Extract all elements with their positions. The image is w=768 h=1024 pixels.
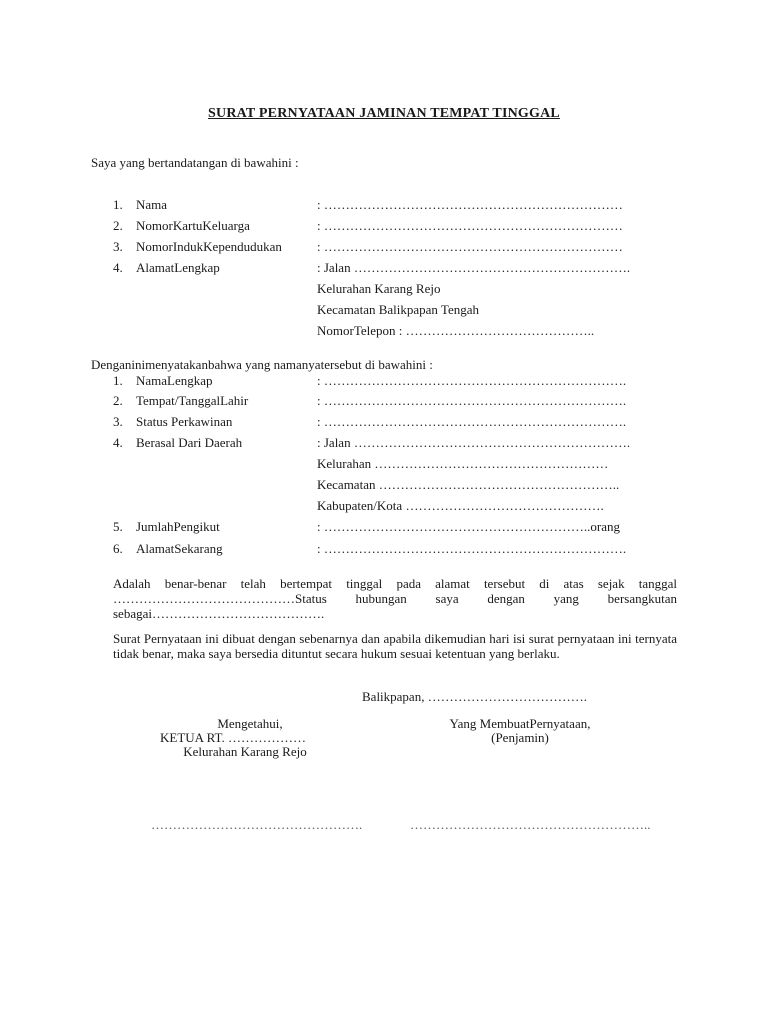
field-value-ttl: : ……………………………………………………………. [317,393,627,408]
field-value-alamat-sekarang: : ……………………………………………………………. [317,541,627,556]
list-item-number: 6. [113,541,123,556]
intro2-text: Denganinimenyatakanbahwa yang namanyatersebut di bawahini : [91,357,433,372]
left-sign-line1: Mengetahui, [217,716,283,731]
field-label-alamat: AlamatLengkap [136,260,220,275]
declaration-paragraph: Surat Pernyataan ini dibuat dengan sebenarnya dan apabila dikemudian hari isi surat pernyataan ini ternyata tidak benar, maka saya bersedia dituntut secara hukum sesuai ketentuan yang berlaku. [113,631,677,661]
list-item-number: 5. [113,519,123,534]
left-sign-line2: KETUA RT. ……………… [160,730,306,745]
document-title: SURAT PERNYATAAN JAMINAN TEMPAT TINGGAL [208,106,560,121]
list-item-number: 1. [113,197,123,212]
field-label-status: Status Perkawinan [136,414,233,429]
field-value-alamat: : Jalan ………………………………………………………. [317,260,631,275]
field-value-pengikut: : ……………………………………………………..orang [317,519,620,534]
right-sign-line2: (Penjamin) [491,730,549,745]
field-label-nama-lengkap: NamaLengkap [136,373,213,388]
field-value-kk: : …………………………………………………………… [317,218,623,233]
field-value-nama-lengkap: : ……………………………………………………………. [317,373,627,388]
field-value-nik: : …………………………………………………………… [317,239,623,254]
field-label-pengikut: JumlahPengikut [136,519,220,534]
field-value-status: : ……………………………………………………………. [317,414,627,429]
field-label-nik: NomorIndukKependudukan [136,239,282,254]
origin-kabupaten: Kabupaten/Kota ………………………………………. [317,498,604,513]
list-item-number: 3. [113,239,123,254]
place-date: Balikpapan, ………………………………. [362,689,587,704]
field-label-kk: NomorKartuKeluarga [136,218,250,233]
list-item-number: 4. [113,435,123,450]
origin-kelurahan: Kelurahan ……………………………………………… [317,456,609,471]
right-sign-line1: Yang MembuatPernyataan, [449,716,591,731]
field-value-asal: : Jalan ………………………………………………………. [317,435,631,450]
left-sign-line3: Kelurahan Karang Rejo [183,744,307,759]
field-label-asal: Berasal Dari Daerah [136,435,243,450]
field-label-alamat-sekarang: AlamatSekarang [136,541,223,556]
left-signature-line: …………………………………………. [151,817,363,832]
list-item-number: 1. [113,373,123,388]
origin-kecamatan: Kecamatan ……………………………………………….. [317,477,620,492]
address-kecamatan: Kecamatan Balikpapan Tengah [317,302,480,317]
field-value-nama: : …………………………………………………………… [317,197,623,212]
list-item-number: 2. [113,393,123,408]
field-label-nama: Nama [136,197,168,212]
list-item-number: 3. [113,414,123,429]
intro-text: Saya yang bertandatangan di bawahini : [91,155,299,170]
address-kelurahan: Kelurahan Karang Rejo [317,281,441,296]
right-signature-line: ……………………………………………….. [410,817,651,832]
statement-paragraph: Adalah benar-benar telah bertempat tinggal pada alamat tersebut di atas sejak tanggal ……………………………………Status hubungan saya dengan yang bersangkutan sebagai…………………………………. [113,576,677,621]
list-item-number: 4. [113,260,123,275]
address-telepon: NomorTelepon : …………………………………….. [317,323,595,338]
field-label-ttl: Tempat/TanggalLahir [136,393,249,408]
list-item-number: 2. [113,218,123,233]
